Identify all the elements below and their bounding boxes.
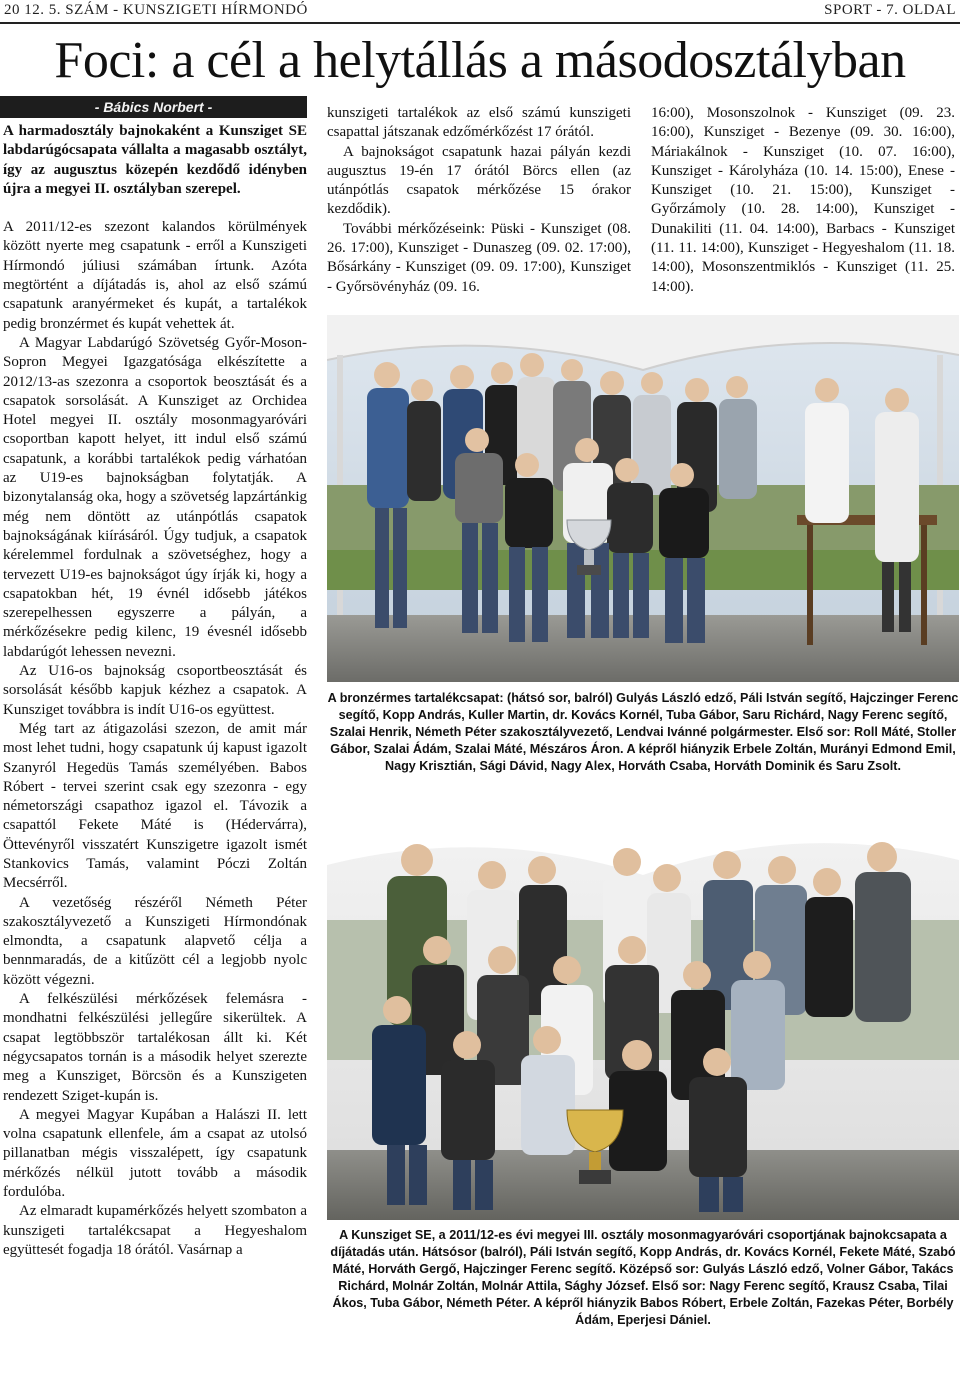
- reserve-team-photo-caption: A bronzérmes tartalékcsapat: (hátsó sor, balról) Gulyás László edző, Páli István segítő, Hajczinger Ferenc segítő, Kopp András, Kuller Martin, dr. Kovács Kornél, Tuba Gábor, Saru Richárd, Nagy Ferenc segítő, Szalai Henrik, Németh Péter szakosztályvezető, Lendvai Ivánné polgármester. Első sor: Roll Máté, Stoller Gábor, Szalai Ádám, Szalai Máté, Mészáros Áron. A képről hiányzik Erbele Zoltán, Murányi Edmond Emil, Nagy Krisztián, Sági Dávid, Nagy Alex, Horváth Csaba, Horváth Dominik és Saru Zsolt.: [327, 691, 959, 773]
- body-paragraph: A bajnokságot csapatunk hazai pályán kezdi augusztus 19-én 17 órától Börcs ellen (az utánpótlás csapatok mérkőzése 15 órakor kezdődik).: [327, 143, 631, 218]
- body-paragraph: Az U16-os bajnokság csoportbeosztását és sorsolását később kapjuk kézhez a csapatok. A Kunsziget továbbra is indít U16-os együttest.: [3, 663, 307, 718]
- body-paragraph: A megyei Magyar Kupában a Halászi II. lett volna csapatunk ellenfele, ám a csapat az utolsó pillanatban mégis visszalépett, így csapatunk mérkőzés nélkül jutott tovább a második fordulóba.: [3, 1106, 307, 1201]
- champion-team-photo-illustration: [327, 800, 959, 1220]
- article-column-2: [327, 104, 631, 297]
- champion-team-photo-caption: A Kunsziget SE, a 2011/12-es évi megyei III. osztály mosonmagyaróvári csoportjának bajnokcsapata a díjátadás után. Hátsósor (balról), Páli István segítő, Kopp András, dr. Kovács Kornél, Fekete Máté, Szabó Máté, Horváth Gergő, Hajczinger Ferenc segítő. Középső sor: Gulyás László edző, Volner Gábor, Takács Richárd, Molnár Zoltán, Molnár Attila, Sághy József. Első sor: Nagy Ferenc segítő, Krausz Csaba, Tilai Ákos, Tuba Gábor, Németh Péter. A képről hiányzik Babos Róbert, Erbele Zoltán, Fazekas Péter, Borbély Ádám, Eperjesi Dániel.: [330, 1228, 956, 1327]
- header-rule: [0, 22, 960, 24]
- article-lead: [3, 122, 307, 199]
- reserve-team-photo: [327, 315, 959, 682]
- reserve-team-photo-illustration: [327, 315, 959, 682]
- champion-team-photo: [327, 800, 959, 1220]
- body-paragraph: A 2011/12-es szezont kalandos körülmények között nyerte meg csapatunk - erről a Kunszigeti Hírmondó júliusi számában írtunk. Azóta megtörtént a díjátadás is, ahol az első számú csapatunk aranyérmeket és kupát, a tartalékok pedig bronzérmet és kupát vehettek át.: [3, 219, 307, 332]
- body-paragraph: További mérkőzéseink: Püski - Kunsziget (08. 26. 17:00), Kunsziget - Dunaszeg (09. 02. 17:00), Bősárkány - Kunsziget (09. 09. 17:00), Kunsziget - Győrsövényház (09. 16.: [327, 220, 631, 295]
- body-paragraph: A felkészülési mérkőzések felemásra - mondhatni felkészülési jellegűre sikerültek. A csapat legtöbbször tartalékosan állt ki. Két négycsapatos tornán is a második helyet szerezte meg a Kunsziget, Börcsön és a Kunszigeten rendezett Sziget-kupán is.: [3, 991, 307, 1104]
- body-paragraph: Az elmaradt kupamérkőzés helyett szombaton a kunszigeti tartalékcsapat a Hegyeshalom együttesét fogadja 18 órától. Vasárnap a: [3, 1203, 307, 1258]
- section-page-label: SPORT - 7. OLDAL: [824, 2, 956, 18]
- article-column-1: [3, 122, 307, 1260]
- author-byline: - Bábics Norbert -: [0, 96, 307, 118]
- body-paragraph: Még tart az átigazolási szezon, de amit már most lehet tudni, hogy csapatunk új kapust igazolt Szanyról Hegedüs Tamás személyében. Babos Róbert - tervei szerint csak egy szezonra - egy németországi csapathoz igazol el. Távozik a csapattól Fekete Máté is (Hédervárra), Öttevényről visszatért Kunszigetre igazolt ismét Stankovics Tamás, valamint Póczi Zoltán Mecsérről.: [3, 720, 307, 892]
- lead-paragraph: A harmadosztály bajnokaként a Kunsziget SE labdarúgócsapata vállalta a magasabb osztályt, így az augusztus közepén kezdődő idényben újra a megyei II. osztályban szerepel.: [3, 123, 307, 197]
- article-column-3: [651, 104, 955, 297]
- issue-label: 20 12. 5. SZÁM - KUNSZIGETI HÍRMONDÓ: [4, 2, 308, 18]
- running-head: [0, 0, 960, 22]
- body-paragraph: A Magyar Labdarúgó Szövetség Győr-Moson-Sopron Megyei Igazgatósága elkészítette a 2012/13-as szezonra a csoportok beosztását és a csapatok sorsolását. A Kunsziget az Orchidea Hotel megyei II. osztály mosonmagyaróvári csoportban kapott helyet, itt indul első számú csapatunk, a korábbi tartalékok pedig várhatóan az U19-es bajnokságban folytatják. A bizonytalanság oka, hogy a szövetség lapzártánkig még nem döntött az utánpótlás csapatok bajnokságának kiírásáról. Úgy tudjuk, a csapatok kérelemmel fordulnak a szövetséghez, hogy a tervezett U19-es bajnokságot úgy írják ki, hogy a csapatokban hét, 19 évnél idősebb játékos szerepelhessen egyszerre a pályán, a mérkőzésekre pedig kilenc, 19 évesnél idősebb labdarúgót lehessen nevezni.: [3, 334, 307, 660]
- body-paragraph: A vezetőség részéről Németh Péter szakosztályvezető a Kunszigeti Hírmondónak elmondta, a csapatunk alapvető célja a bennmaradás, de a kitűzött cél a legjobb nyolc között végezni.: [3, 894, 307, 988]
- body-paragraph: kunszigeti tartalékok az első számú kunszigeti csapattal játszanak edzőmérkőzést 17 órától.: [327, 105, 631, 141]
- article-headline: Foci: a cél a helytállás a másodosztályban: [54, 32, 906, 89]
- fixtures-paragraph: 16:00), Mosonszolnok - Kunsziget (09. 23. 16:00), Kunsziget - Bezenye (09. 30. 16:00), Máriakálnok - Kunsziget (10. 07. 16:00), Kunsziget - Károlyháza (10. 14. 15:00), Enese - Kunsziget (10. 21. 15:00), Kunsziget - Győrzámoly (10. 28. 14:00), Kunsziget - Dunakiliti (11. 04. 14:00), Barbacs - Kunsziget (11. 11. 14:00), Kunsziget - Hegyeshalom (11. 18. 14:00), Mosonszentmiklós - Kunsziget (11. 25. 14:00).: [651, 105, 955, 295]
